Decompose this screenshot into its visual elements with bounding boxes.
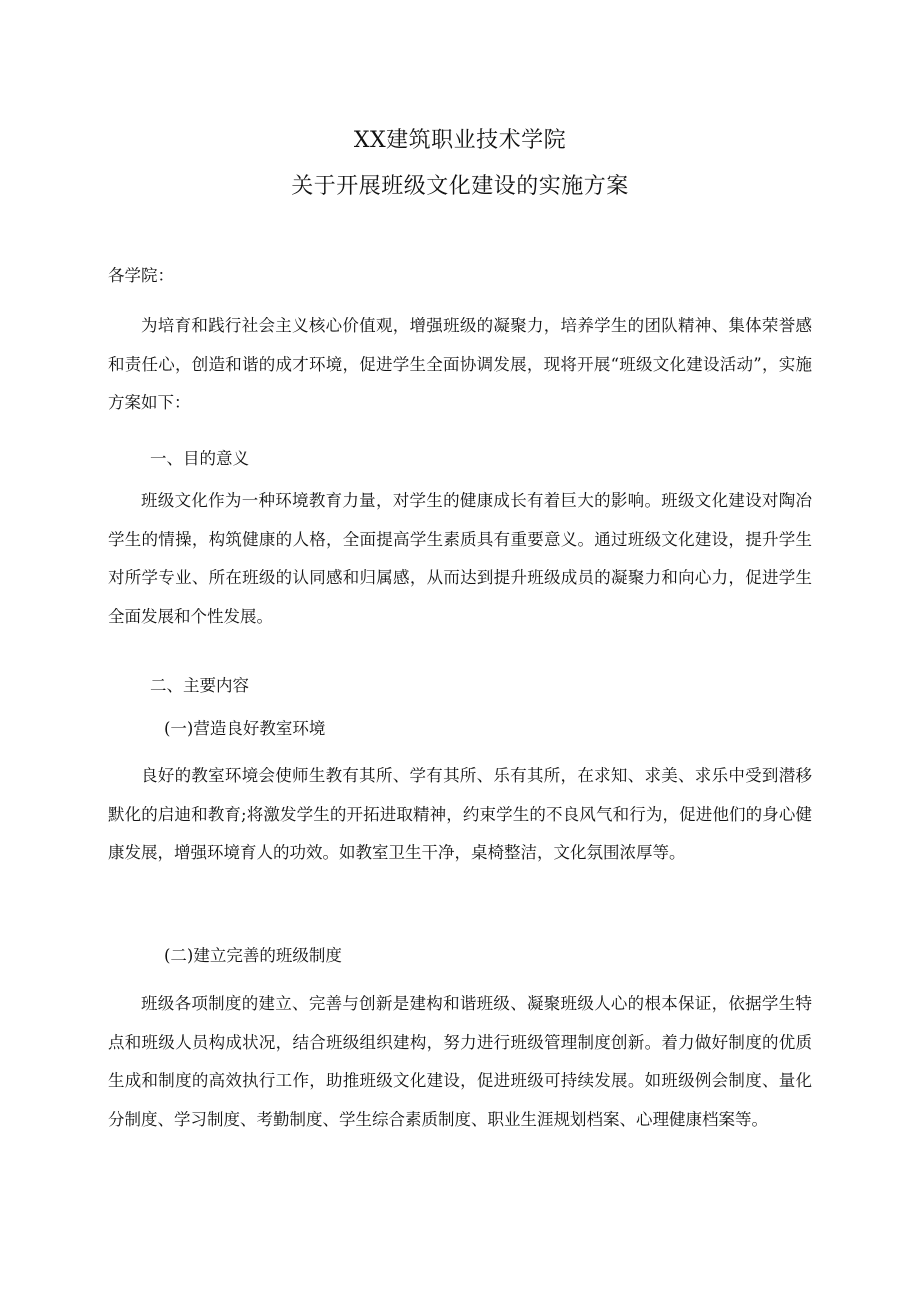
section-body-purpose: 班级文化作为一种环境教育力量，对学生的健康成长有着巨大的影响。班级文化建设对陶冶学生的情操，构筑健康的人格，全面提高学生素质具有重要意义。通过班级文化建设，提升学生对所学专业、所在班级的认同感和归属感，从而达到提升班级成员的凝聚力和向心力，促进学生全面发展和个性发展。 [108,491,812,626]
document-title-subject: 关于开展班级文化建设的实施方案 [291,174,629,199]
subsection-heading-classroom: (一)营造良好教室环境 [164,719,326,738]
section-heading-content: 二、主要内容 [150,676,249,695]
subsection-heading-system: (二)建立完善的班级制度 [164,946,342,965]
subsection-body-system: 班级各项制度的建立、完善与创新是建构和谐班级、凝聚班级人心的根本保证，依据学生特点和班级人员构成状况，结合班级组织建构，努力进行班级管理制度创新。着力做好制度的优质生成和制度的高效执行工作，助推班级文化建设，促进班级可持续发展。如班级例会制度、量化分制度、学习制度、考勤制度、学生综合素质制度、职业生涯规划档案、心理健康档案等。 [108,994,812,1129]
intro-paragraph: 为培育和践行社会主义核心价值观，增强班级的凝聚力，培养学生的团队精神、集体荣誉感和责任心，创造和谐的成才环境，促进学生全面协调发展，现将开展“班级文化建设活动”，实施方案如下： [108,316,812,412]
salutation: 各学院： [108,266,174,285]
section-heading-purpose: 一、目的意义 [150,449,249,468]
document-title-institution: XX建筑职业技术学院 [353,128,567,153]
subsection-body-classroom: 良好的教室环境会使师生教有其所、学有其所、乐有其所，在求知、求美、求乐中受到潜移默化的启迪和教育;将激发学生的开拓进取精神，约束学生的不良风气和行为，促进他们的身心健康发展，增强环境育人的功效。如教室卫生干净，桌椅整洁，文化氛围浓厚等。 [108,766,812,862]
